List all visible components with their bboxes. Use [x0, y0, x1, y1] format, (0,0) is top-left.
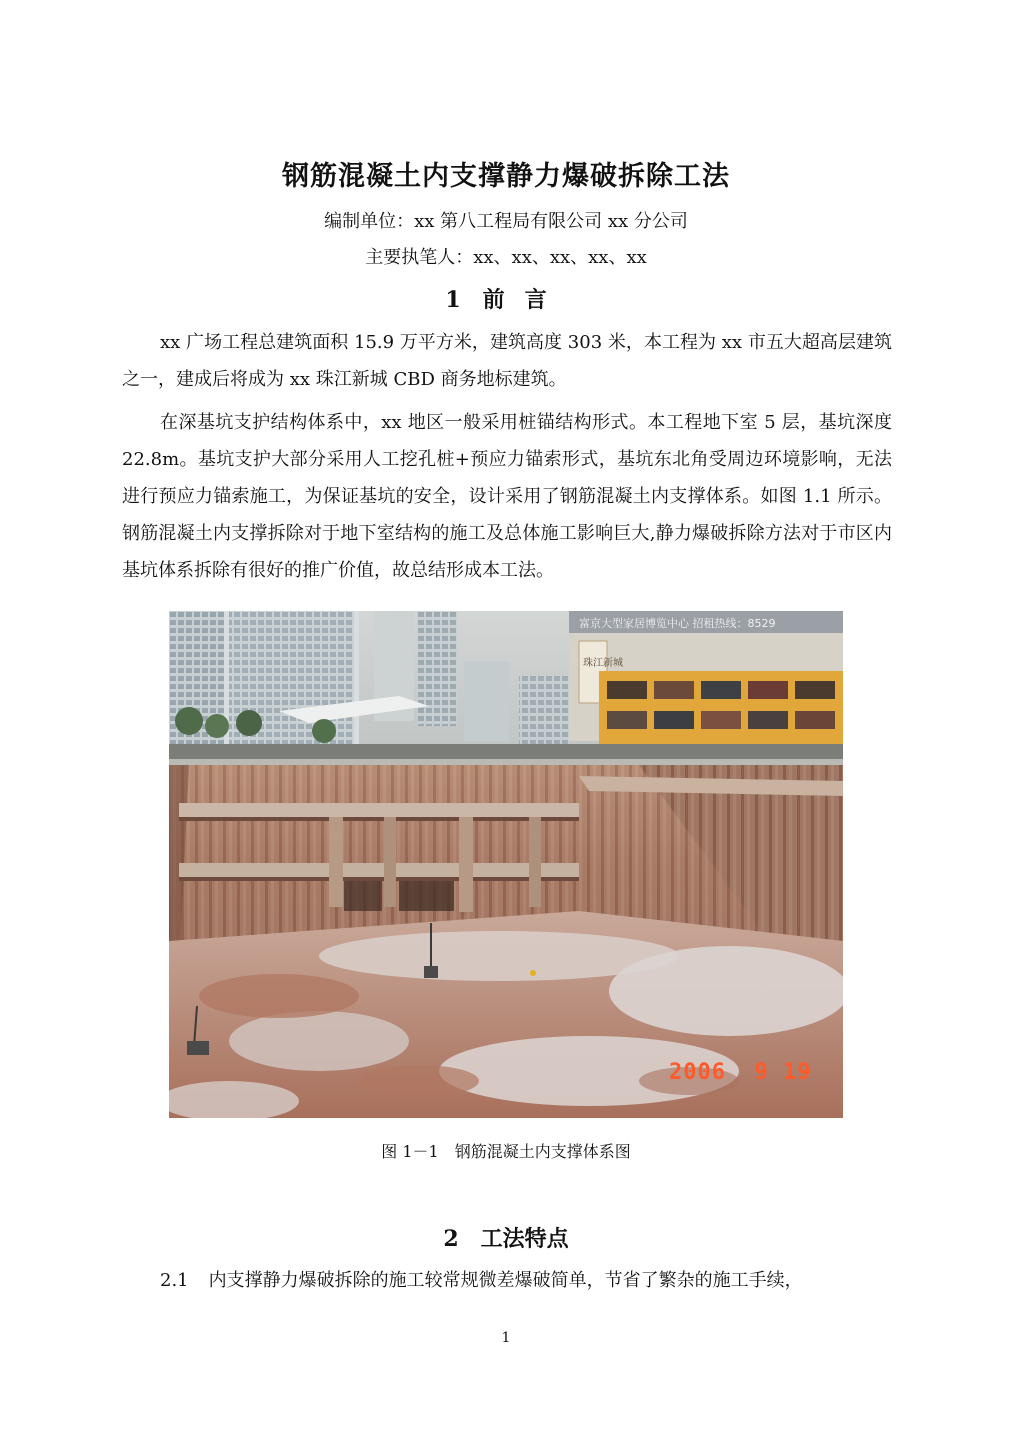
item-text: 内支撑静力爆破拆除的施工较常规微差爆破简单，节省了繁杂的施工手续， — [208, 1270, 803, 1291]
section-2-title: 工法特点 — [480, 1226, 569, 1252]
banner-text: 富京大型家居博览中心 招租热线：8529 — [579, 617, 776, 630]
section-1-heading — [0, 283, 1012, 314]
page-number: 1 — [501, 1330, 511, 1346]
section-2-heading — [0, 1222, 1012, 1253]
paragraph: 在深基坑支护结构体系中，xx 地区一般采用桩锚结构形式。本工程地下室 5 层，基坑深度 22.8m。基坑支护大部分采用人工挖孔桩+预应力锚索形式，基坑东北角受周边环境影响，无法进行预应力锚索施工，为保证基坑的安全，设计采用了钢筋混凝土内支撑体系。如图 1.1 所示。钢筋混凝土内支撑拆除对于地下室结构的施工及总体施工影响巨大,静力爆破拆除方法对于市区内基坑体系拆除有很好的推广价值，故总结形成本工法。 — [122, 412, 892, 581]
authors-line: 主要执笔人：xx、xx、xx、xx、xx — [365, 247, 647, 268]
document-title: 钢筋混凝土内支撑静力爆破拆除工法 — [282, 161, 730, 192]
building-sign: 珠江新城 — [583, 658, 623, 669]
list-item — [122, 1262, 892, 1299]
item-number: 2.1 — [160, 1270, 189, 1291]
construction-photo — [169, 611, 843, 1118]
paragraph: xx 广场工程总建筑面积 15.9 万平方米，建筑高度 303 米，本工程为 xx 市五大超高层建筑之一，建成后将成为 xx 珠江新城 CBD 商务地标建筑。 — [122, 332, 892, 390]
section-1-title: 前言 — [482, 287, 567, 313]
figure-caption: 图 1－1 钢筋混凝土内支撑体系图 — [381, 1142, 631, 1161]
organization-line: 编制单位：xx 第八工程局有限公司 xx 分公司 — [324, 211, 688, 232]
section-2-number: 2 — [443, 1226, 459, 1252]
photo-date-stamp: 2006 9 19 — [669, 1060, 812, 1085]
section-1-number: 1 — [445, 287, 461, 313]
